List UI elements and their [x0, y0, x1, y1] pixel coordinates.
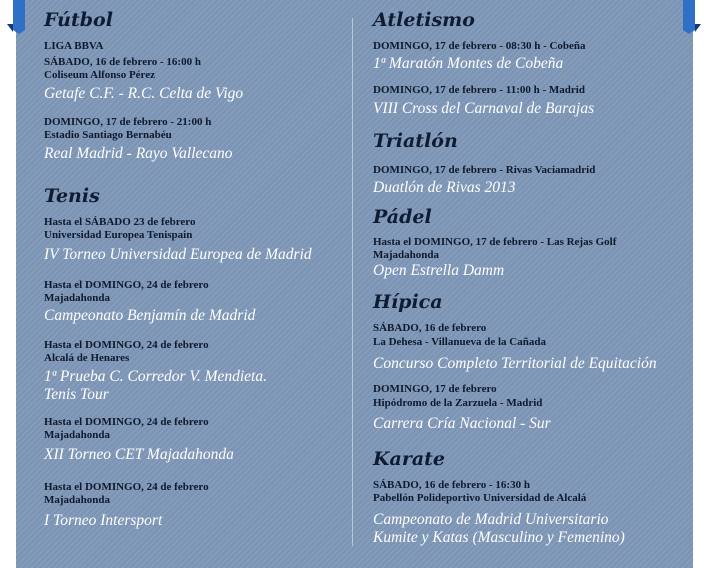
tenis-3-event-line2: Tenis Tour: [44, 386, 109, 403]
tenis-3-date: Hasta el DOMINGO, 24 de febrero: [44, 339, 209, 351]
tenis-4-venue: Majadahonda: [44, 429, 111, 441]
padel-1-date: Hasta el DOMINGO, 17 de febrero - Las Rejas Golf: [373, 236, 617, 248]
tenis-1-venue: Universidad Europea Tenispain: [44, 229, 193, 241]
tenis-3-event-line1: 1ª Prueba C. Corredor V. Mendieta.: [44, 368, 267, 385]
tenis-3-venue: Alcalá de Henares: [44, 352, 130, 364]
section-title-hipica: Hípica: [373, 291, 443, 313]
league-label: LIGA BBVA: [44, 40, 104, 52]
karate-1-venue: Pabellón Polideportivo Universidad de Alcalá: [373, 492, 587, 504]
karate-1-event-line2: Kumite y Katas (Masculino y Femenino): [373, 529, 625, 546]
section-title-atletismo: Atletismo: [373, 9, 475, 31]
ribbon-right-icon: [683, 0, 701, 34]
tenis-5-venue: Majadahonda: [44, 494, 111, 506]
padel-1-venue: Majadahonda: [373, 249, 440, 261]
atletismo-1-date: DOMINGO, 17 de febrero - 08:30 h - Cobeña: [373, 40, 586, 52]
tenis-1-event: IV Torneo Universidad Europea de Madrid: [44, 246, 312, 263]
hipica-2-venue: Hipódromo de la Zarzuela - Madrid: [373, 397, 543, 409]
section-title-padel: Pádel: [373, 206, 432, 228]
atletismo-2-date: DOMINGO, 17 de febrero - 11:00 h - Madrid: [373, 84, 585, 96]
tenis-5-event: I Torneo Intersport: [44, 512, 163, 529]
karate-1-event-line1: Campeonato de Madrid Universitario: [373, 511, 609, 528]
karate-1-date: SÁBADO, 16 de febrero - 16:30 h: [373, 479, 530, 491]
ribbon-left-icon: [7, 0, 25, 34]
atletismo-2-event: VIII Cross del Carnaval de Barajas: [373, 100, 595, 117]
tenis-5-date: Hasta el DOMINGO, 24 de febrero: [44, 481, 209, 493]
match-2-venue: Estadio Santiago Bernabéu: [44, 129, 172, 141]
match-2-event: Real Madrid - Rayo Vallecano: [44, 145, 233, 162]
section-title-futbol: Fútbol: [44, 9, 113, 31]
hipica-1-date: SÁBADO, 16 de febrero: [373, 322, 487, 334]
section-title-triatlon: Triatlón: [373, 130, 458, 152]
hipica-1-venue: La Dehesa - Villanueva de la Cañada: [373, 336, 546, 348]
match-2-date: DOMINGO, 17 de febrero - 21:00 h: [44, 116, 212, 128]
tenis-2-venue: Majadahonda: [44, 292, 111, 304]
tenis-4-date: Hasta el DOMINGO, 24 de febrero: [44, 416, 209, 428]
triatlon-1-date: DOMINGO, 17 de febrero - Rivas Vaciamadrid: [373, 164, 596, 176]
triatlon-1-event: Duatlón de Rivas 2013: [373, 179, 516, 196]
tenis-1-date: Hasta el SÁBADO 23 de febrero: [44, 216, 196, 228]
tenis-4-event: XII Torneo CET Majadahonda: [44, 446, 234, 463]
hipica-1-event: Concurso Completo Territorial de Equitación: [373, 355, 657, 372]
hipica-2-date: DOMINGO, 17 de febrero: [373, 383, 497, 395]
match-1-date: SÁBADO, 16 de febrero - 16:00 h: [44, 56, 201, 68]
column-divider: [352, 18, 353, 546]
atletismo-1-event: 1ª Maratón Montes de Cobeña: [373, 55, 564, 72]
hipica-2-event: Carrera Cría Nacional - Sur: [373, 415, 551, 432]
match-1-event: Getafe C.F. - R.C. Celta de Vigo: [44, 85, 244, 102]
section-title-tenis: Tenis: [44, 185, 100, 207]
padel-1-event: Open Estrella Damm: [373, 262, 505, 279]
match-1-venue: Coliseum Alfonso Pérez: [44, 69, 156, 81]
section-title-karate: Karate: [373, 448, 446, 470]
tenis-2-date: Hasta el DOMINGO, 24 de febrero: [44, 279, 209, 291]
tenis-2-event: Campeonato Benjamín de Madrid: [44, 307, 256, 324]
